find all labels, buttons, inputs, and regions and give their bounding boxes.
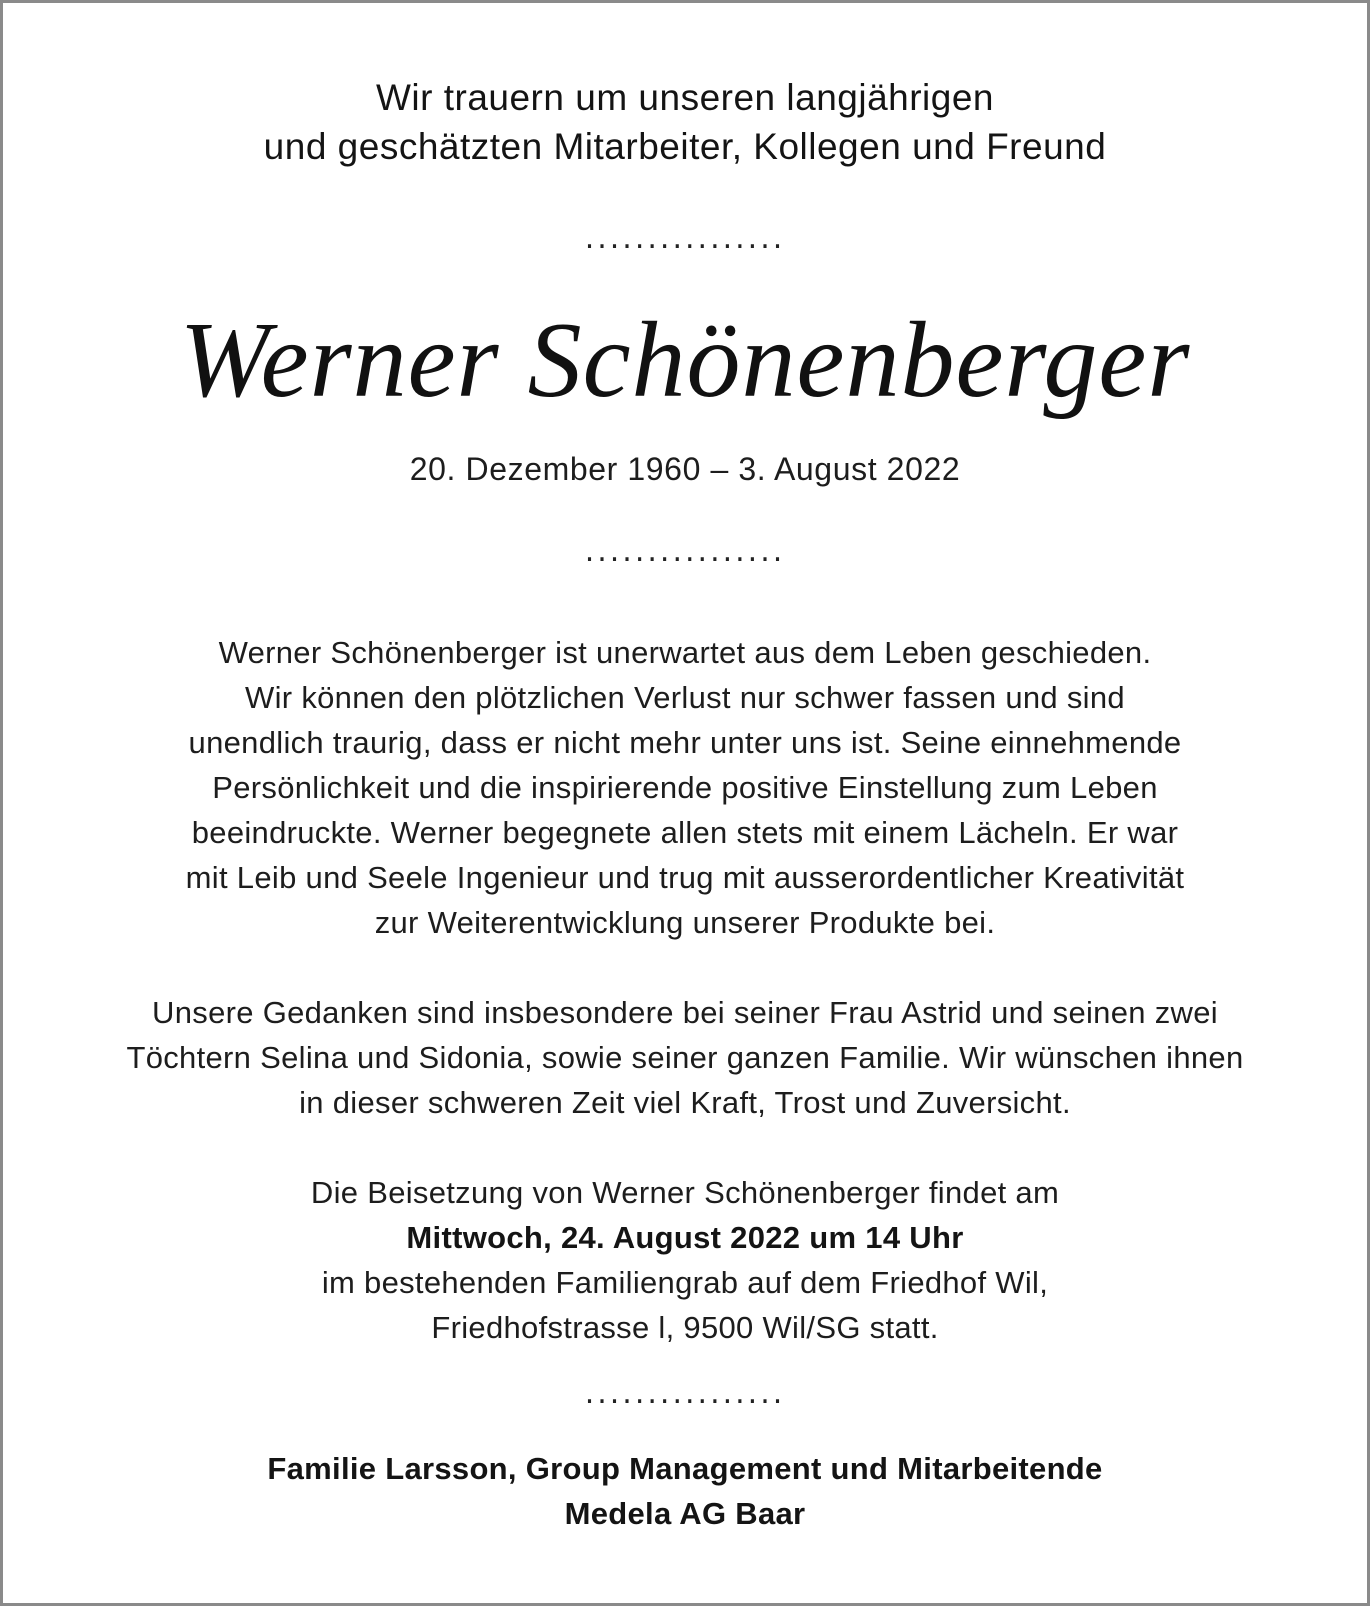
funeral-location: im bestehenden Familiengrab auf dem Friedhof Wil, (321, 1265, 1049, 1300)
paragraph-1-line: beeindruckte. Werner begegnete allen stets mit einem Lächeln. Er war (191, 815, 1179, 850)
paragraph-1-line: mit Leib und Seele Ingenieur und trug mit ausserordentlicher Kreativität (185, 860, 1185, 895)
divider-bottom: ................ (584, 1376, 786, 1411)
paragraph-2-line: Unsere Gedanken sind insbesondere bei seiner Frau Astrid und seinen zwei (152, 995, 1218, 1030)
divider-top: ................ (584, 221, 786, 256)
paragraph-2-line: Töchtern Selina und Sidonia, sowie seiner ganzen Familie. Wir wünschen ihnen (126, 1040, 1244, 1075)
life-dates: 20. Dezember 1960 – 3. August 2022 (409, 451, 961, 487)
signature-line-1: Familie Larsson, Group Management und Mitarbeitende (267, 1451, 1103, 1486)
divider-middle: ................ (584, 534, 786, 569)
paragraph-2-line: in dieser schweren Zeit viel Kraft, Trost und Zuversicht. (299, 1085, 1071, 1120)
funeral-address: Friedhofstrasse l, 9500 Wil/SG statt. (431, 1310, 939, 1345)
paragraph-1-line: Werner Schönenberger ist unerwartet aus dem Leben geschieden. (218, 635, 1152, 670)
obituary-content (3, 3, 1367, 1603)
signature-line-2: Medela AG Baar (564, 1496, 806, 1531)
paragraph-1-line: zur Weiterentwicklung unserer Produkte bei. (374, 905, 996, 940)
funeral-datetime: Mittwoch, 24. August 2022 um 14 Uhr (406, 1220, 964, 1255)
header-line-2: und geschätzten Mitarbeiter, Kollegen und Freund (263, 126, 1107, 167)
deceased-name: Werner Schönenberger (179, 301, 1191, 420)
paragraph-1-line: unendlich traurig, dass er nicht mehr unter uns ist. Seine einnehmende (188, 725, 1182, 760)
paragraph-1-line: Wir können den plötzlichen Verlust nur schwer fassen und sind (245, 680, 1125, 715)
header-line-1: Wir trauern um unseren langjährigen (375, 77, 995, 118)
paragraph-1-line: Persönlichkeit und die inspirierende positive Einstellung zum Leben (212, 770, 1158, 805)
funeral-intro: Die Beisetzung von Werner Schönenberger findet am (310, 1175, 1060, 1210)
